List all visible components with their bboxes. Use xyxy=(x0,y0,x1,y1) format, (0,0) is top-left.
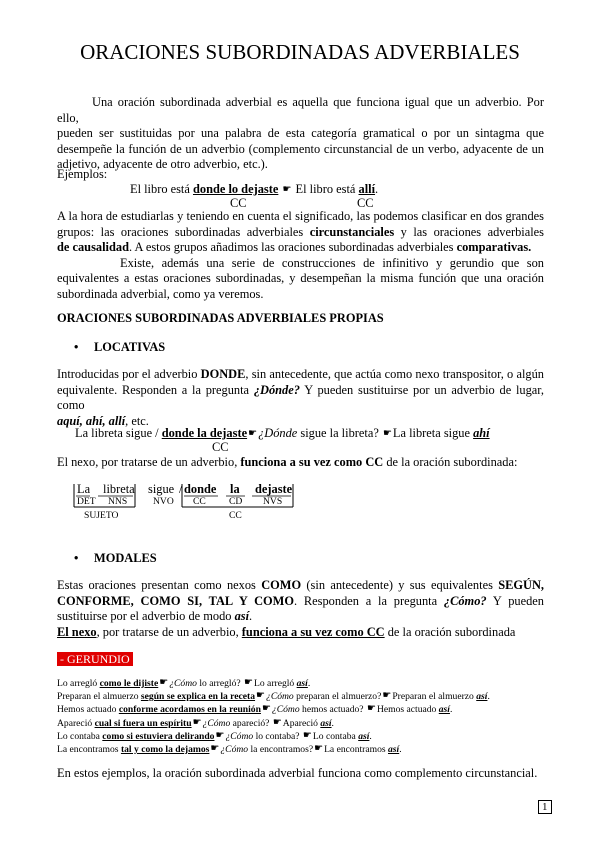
pointing-hand-icon: ☛ xyxy=(192,716,202,728)
intro-paragraph: Una oración subordinada adverbial es aquella que funciona igual que un adverbio. Por ello, pueden ser sustituidas por una palabra de esta categoría gramatical o por un sintagma que desempeñe la función de un adverbio (complemento circunstancial de un verbo, adyacente de un adjetivo, adyacente de otro adverbio, etc.). xyxy=(57,95,544,171)
pointing-hand-icon: ☛ xyxy=(244,677,253,688)
modales-paragraph: Estas oraciones presentan como nexos COMO (sin antecedente) y sus equivalentes SEGÚN, CONFORME, COMO SI, TAL Y COMO. Responden a la pregunta ¿Cómo? Y pueden sustituirse por el adverbio de modo así. El nexo, por tratarse de un adverbio, funciona a su vez como CC de la oración subordinada xyxy=(57,578,545,639)
closing-paragraph: En estos ejemplos, la oración subordinada adverbial funciona como complemento circunstancial. xyxy=(57,766,538,780)
sujeto-label: SUJETO xyxy=(84,510,119,521)
clasificacion-paragraph: A la hora de estudiarlas y teniendo en cuenta el significado, las podemos clasificar en dos grandes grupos: las oraciones subordinadas adverbiales circunstanciales y las oraciones adverbiales de causalidad. A estos grupos añadimos las oraciones subordinadas adverbiales comparativas. Existe, además una serie de construcciones de infinitivo y gerundio que son equivalentes a estas oraciones subordinadas, y desempeñan la misma función que una oración subordinada adverbial, como ya veremos. xyxy=(57,209,545,301)
ejemplos-label: Ejemplos: xyxy=(57,167,108,181)
locativas-example: La libreta sigue / donde la dejaste☛¿Dónde sigue la libreta? ☛La libreta sigue ahí xyxy=(75,426,490,440)
pointing-hand-icon: ☛ xyxy=(366,703,376,715)
tag: NNS xyxy=(108,496,128,507)
pointing-hand-icon: ☛ xyxy=(159,677,169,688)
tag: CD xyxy=(229,496,243,507)
word: sigue xyxy=(148,482,175,496)
tag: NVS xyxy=(263,496,283,507)
pointing-hand-icon: ☛ xyxy=(261,703,271,715)
word: La xyxy=(77,482,91,496)
page-number: 1 xyxy=(538,797,552,815)
locativas-paragraph: Introducidas por el adverbio DONDE, sin antecedente, que actúa como nexo transpositor, o algún equivalente. Responden a la pregunta ¿Dónde? Y pueden sustituirse por un adverbio de lugar, como aquí, ahí, allí, etc. xyxy=(57,367,545,428)
pointing-hand-icon: ☛ xyxy=(302,729,312,741)
page-title: ORACIONES SUBORDINADAS ADVERBIALES xyxy=(80,40,520,64)
cc-label: CC xyxy=(230,196,247,210)
list-item: Preparan el almuerzo según se explica en la receta☛¿Cómo preparan el almuerzo?☛Preparan el almuerzo así. xyxy=(57,690,490,703)
pointing-hand-icon: ☛ xyxy=(282,184,292,195)
pointing-hand-icon: ☛ xyxy=(210,743,220,755)
modales-examples xyxy=(57,677,547,756)
pointing-hand-icon: ☛ xyxy=(314,743,324,755)
syntax-analysis xyxy=(60,482,310,527)
list-item: Lo contaba como si estuviera delirando☛¿Cómo lo contaba? ☛Lo contaba así. xyxy=(57,729,372,742)
slash: / xyxy=(179,482,183,496)
pointing-hand-icon: ☛ xyxy=(272,716,282,728)
locativas-heading: • LOCATIVAS xyxy=(94,340,165,356)
nexo-note: El nexo, por tratarse de un adverbio, funciona a su vez como CC de la oración subordinada: xyxy=(57,455,518,469)
word: la xyxy=(230,482,240,496)
word: donde xyxy=(184,482,217,496)
pointing-hand-icon: ☛ xyxy=(215,729,225,741)
list-item: Hemos actuado conforme acordamos en la reunión☛¿Cómo hemos actuado? ☛Hemos actuado así. xyxy=(57,703,453,716)
tag: CC xyxy=(193,496,206,507)
list-item: La encontramos tal y como la dejamos☛¿Cómo la encontramos?☛La encontramos así. xyxy=(57,743,402,756)
section-heading: ORACIONES SUBORDINADAS ADVERBIALES PROPIAS xyxy=(57,311,384,325)
word: dejaste xyxy=(255,482,293,496)
word: libreta xyxy=(103,482,135,496)
tag: NVO xyxy=(153,496,174,507)
tag: DET xyxy=(77,496,96,507)
pointing-hand-icon: ☛ xyxy=(382,690,392,702)
gerundio-label: - GERUNDIO xyxy=(57,650,133,668)
modales-heading: • MODALES xyxy=(94,551,157,567)
pointing-hand-icon: ☛ xyxy=(248,428,258,439)
pointing-hand-icon: ☛ xyxy=(256,690,266,702)
cc-label: CC xyxy=(212,440,229,454)
pointing-hand-icon: ☛ xyxy=(382,428,392,439)
cc-label: CC xyxy=(229,510,242,521)
list-item: Apareció cual si fuera un espíritu☛¿Cómo apareció? ☛Apareció así. xyxy=(57,716,334,729)
ejemplo-sentence: El libro está donde lo dejaste ☛ El libro está allí. xyxy=(130,182,379,196)
list-item: Lo arregló como le dijiste☛¿Cómo lo arregló? ☛Lo arregló así. xyxy=(57,677,311,689)
cc-label: CC xyxy=(357,196,374,210)
